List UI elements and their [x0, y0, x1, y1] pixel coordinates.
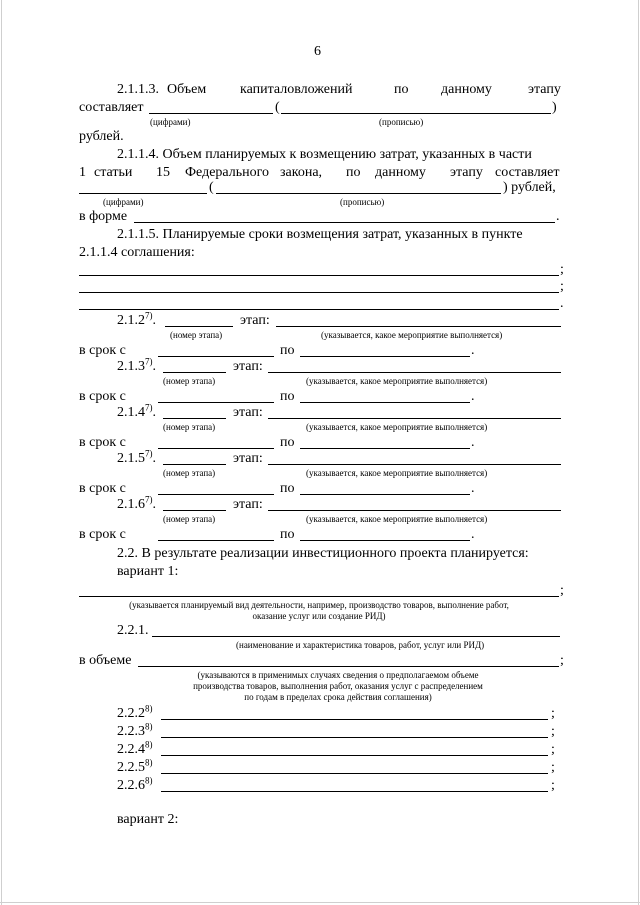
item-number: 2.2.3$^{8)}$	[117, 721, 153, 739]
input-line-item[interactable]	[161, 737, 548, 738]
s2113-word: этапу	[528, 82, 561, 97]
input-line-date-to[interactable]	[300, 540, 470, 541]
caption-activity: (указывается, какое мероприятие выполняется)	[306, 468, 488, 478]
s2114-word: этапу	[450, 165, 483, 180]
input-line-item[interactable]	[161, 719, 548, 720]
page-number: 6	[314, 44, 321, 59]
stage-label: этап:	[233, 359, 263, 374]
s2113-lparen: (	[275, 100, 280, 115]
s2115-dot: .	[560, 296, 564, 311]
page-border-bottom	[0, 902, 640, 903]
term-end: .	[471, 435, 475, 450]
s2115-semi: ;	[560, 279, 564, 294]
caption-activity: (указывается, какое мероприятие выполняется)	[306, 514, 488, 524]
item-semi: ;	[551, 742, 555, 757]
term-from-label: в срок с	[79, 389, 126, 404]
page-border-right	[638, 0, 639, 905]
input-line-activity[interactable]	[268, 510, 561, 511]
input-line-stage-number[interactable]	[163, 510, 226, 511]
input-line-item[interactable]	[161, 791, 548, 792]
term-from-label: в срок с	[79, 343, 126, 358]
caption-stage-number: (номер этапа)	[170, 330, 223, 340]
caption-stage-number: (номер этапа)	[163, 468, 216, 478]
input-line-form[interactable]	[134, 222, 555, 223]
input-line-date-from[interactable]	[158, 402, 274, 403]
term-end: .	[471, 343, 475, 358]
input-line-activity[interactable]	[276, 326, 561, 327]
page-border-left	[1, 0, 2, 905]
stage-label: этап:	[233, 497, 263, 512]
item-semi: ;	[551, 724, 555, 739]
input-line-volume[interactable]	[138, 666, 559, 667]
s2114-word: закона,	[280, 165, 323, 180]
s2114-line1: 2.1.1.4. Объем планируемых к возмещению затрат, указанных в части	[117, 147, 532, 162]
item-semi: ;	[551, 706, 555, 721]
item-number: 2.2.4$^{8)}$	[117, 739, 153, 757]
input-line-stage-number[interactable]	[163, 464, 226, 465]
input-line-date-to[interactable]	[300, 356, 470, 357]
stage-number: 2.1.5$^{7)}$.	[117, 448, 156, 466]
s2114-form: в форме	[79, 209, 128, 224]
input-line-activity[interactable]	[268, 372, 561, 373]
input-line-date-to[interactable]	[300, 494, 470, 495]
term-end: .	[471, 389, 475, 404]
caption-words: (прописью)	[340, 197, 385, 207]
variant-1-label: вариант 1:	[117, 564, 179, 579]
s2114-dot: .	[556, 209, 560, 224]
caption-stage-number: (номер этапа)	[163, 514, 216, 524]
s2113-word: данному	[441, 82, 492, 97]
input-line-stage-number[interactable]	[165, 326, 233, 327]
s2115-line1: 2.1.1.5. Планируемые сроки возмещения затрат, указанных в пункте	[117, 227, 523, 242]
term-to-label: по	[280, 343, 295, 358]
caption-product-name: (наименование и характеристика товаров, работ, услуг или РИД)	[236, 640, 485, 650]
caption-activity-type: (указывается планируемый вид деятельности, например, производство товаров, выполнение работ, оказание услуг или создание РИД)	[129, 600, 509, 621]
s2114-word: составляет	[495, 165, 560, 180]
input-line-date-from[interactable]	[158, 356, 274, 357]
s2114-word: Федерального	[185, 165, 270, 180]
input-line-words[interactable]	[281, 113, 551, 114]
input-line-date-to[interactable]	[300, 448, 470, 449]
s2113-line2: составляет	[79, 100, 144, 115]
caption-activity: (указывается, какое мероприятие выполняется)	[321, 330, 503, 340]
volume-semi: ;	[560, 653, 564, 668]
s2113-rub: рублей.	[79, 129, 124, 144]
term-end: .	[471, 481, 475, 496]
input-line-date-from[interactable]	[158, 540, 274, 541]
item-number: 2.2.5$^{8)}$	[117, 757, 153, 775]
caption-digits: (цифрами)	[150, 117, 191, 127]
input-line-date-to[interactable]	[300, 402, 470, 403]
s2113-word: Объем	[167, 82, 207, 97]
s2115-semi: ;	[560, 262, 564, 277]
input-line-words[interactable]	[216, 193, 501, 194]
stage-number: 2.1.6$^{7)}$.	[117, 494, 156, 512]
input-line-item[interactable]	[161, 755, 548, 756]
caption-activity: (указывается, какое мероприятие выполняется)	[306, 376, 488, 386]
input-line-date-from[interactable]	[158, 448, 274, 449]
s2114-word: данному	[375, 165, 426, 180]
variant-2-label: вариант 2:	[117, 812, 179, 827]
input-line-product-name[interactable]	[152, 636, 560, 637]
item-number: 2.2.6$^{8)}$	[117, 775, 153, 793]
s2114-word: по	[346, 165, 361, 180]
input-line-activity-type[interactable]	[79, 596, 559, 597]
s2115-line2: 2.1.1.4 соглашения:	[79, 245, 195, 260]
stage-label: этап:	[233, 405, 263, 420]
input-line-date-from[interactable]	[158, 494, 274, 495]
s221-num: 2.2.1.	[117, 623, 149, 638]
item-semi: ;	[551, 778, 555, 793]
s22-line1: 2.2. В результате реализации инвестиционного проекта планируется:	[117, 546, 529, 561]
caption-stage-number: (номер этапа)	[163, 376, 216, 386]
stage-number: 2.1.4$^{7)}$.	[117, 402, 156, 420]
input-line-stage-number[interactable]	[163, 418, 226, 419]
term-end: .	[471, 527, 475, 542]
s2114-lparen: (	[209, 180, 214, 195]
term-from-label: в срок с	[79, 481, 126, 496]
input-line-digits[interactable]	[149, 113, 273, 114]
s2114-rub: ) рублей,	[503, 180, 556, 195]
term-from-label: в срок с	[79, 527, 126, 542]
term-to-label: по	[280, 435, 295, 450]
s2114-word: статьи	[94, 165, 133, 180]
term-from-label: в срок с	[79, 435, 126, 450]
term-to-label: по	[280, 481, 295, 496]
volume-label: в объеме	[79, 653, 132, 668]
input-line-activity[interactable]	[268, 418, 561, 419]
stage-label: этап:	[233, 451, 263, 466]
caption-volume: (указываются в применимых случаях сведения о предполагаемом объеме производства товаров, выполнения работ, оказания услуг с распределением по годам в пределах срока действия соглашения)	[193, 670, 483, 702]
s2113-rparen: )	[552, 100, 557, 115]
s2114-word: 15	[156, 165, 170, 180]
caption-stage-number: (номер этапа)	[163, 422, 216, 432]
s2113-word: по	[394, 82, 409, 97]
stage-label: этап:	[240, 313, 270, 328]
input-line-activity[interactable]	[268, 464, 561, 465]
caption-digits: (цифрами)	[103, 197, 144, 207]
input-line-stage-number[interactable]	[163, 372, 226, 373]
s22-semi: ;	[560, 583, 564, 598]
input-line-digits[interactable]	[79, 193, 207, 194]
caption-activity: (указывается, какое мероприятие выполняется)	[306, 422, 488, 432]
stage-number: 2.1.2$^{7)}$.	[117, 310, 156, 328]
s2113-num: 2.1.1.3.	[117, 82, 159, 97]
s2113-word: капиталовложений	[240, 82, 353, 97]
term-to-label: по	[280, 389, 295, 404]
stage-number: 2.1.3$^{7)}$.	[117, 356, 156, 374]
caption-words: (прописью)	[379, 117, 424, 127]
input-line-term[interactable]	[79, 275, 559, 276]
item-number: 2.2.2$^{8)}$	[117, 703, 153, 721]
term-to-label: по	[280, 527, 295, 542]
input-line-term[interactable]	[79, 292, 559, 293]
s2114-word: 1	[79, 165, 86, 180]
item-semi: ;	[551, 760, 555, 775]
input-line-item[interactable]	[161, 773, 548, 774]
